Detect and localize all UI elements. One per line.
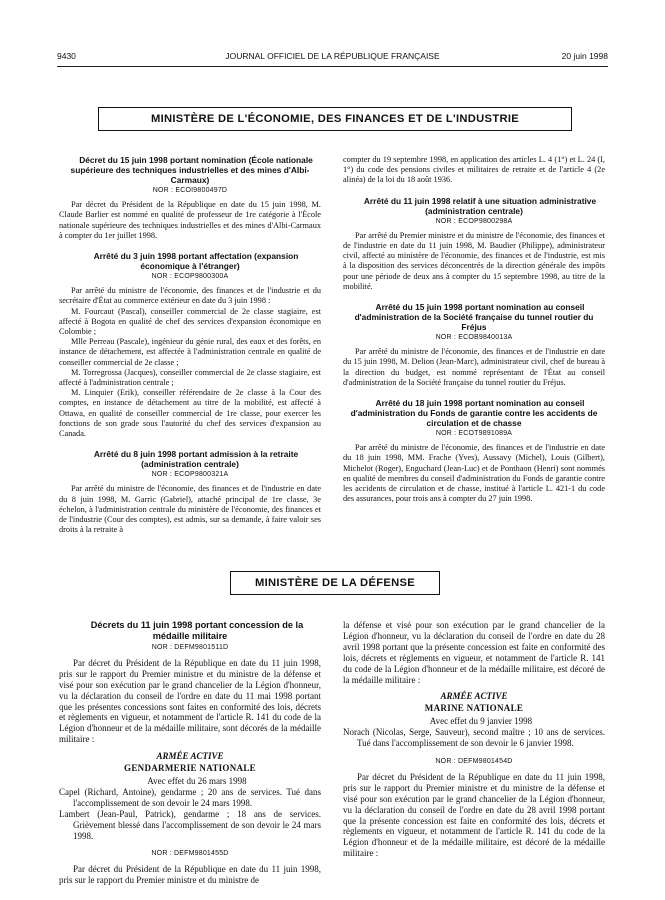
journal-title: JOURNAL OFFICIEL DE LA RÉPUBLIQUE FRANÇAISE <box>225 51 440 61</box>
nor-reference: NOR : DEFM9801454D <box>435 757 513 765</box>
nor-reference: NOR : ECOI9800497D <box>152 187 228 194</box>
decree-paragraph: Par décret du Président de la République en date du 11 juin 1998, pris sur le rapport du Premier ministre et du ministre de la défense et visé pour son exécution par le grand chancelier de la Légion d'honneur, vu la déclaration du conseil de l'ordre en date du 11 mai 1998 portant que les présentes concessions sont faites en conformité des lois, décrets et règlements en vigueur, et notamment de l'article R. 141 du code de la Légion d'honneur et de la médaille militaire, sont décorés de la médaille militaire : <box>59 657 321 745</box>
decree-title: Décrets du 11 juin 1998 portant concession de la médaille militaire <box>90 620 304 641</box>
defense-right-column <box>343 620 605 859</box>
list-item: Lambert (Jean-Paul, Patrick), gendarme ; 18 ans de services. Grièvement blessé dans l'accomplissement de son devoir le 24 mars 1998. <box>59 808 321 841</box>
decree-paragraph: M. Fourcaut (Pascal), conseiller commercial de 2e classe stagiaire, est affecté à Bogota en qualité de chef des services d'expansion économique en Colombie ; <box>59 306 321 337</box>
effective-date: Avec effet du 26 mars 1998 <box>147 775 247 786</box>
decree-paragraph: Par arrêté du Premier ministre et du ministre de l'économie, des finances et de l'industrie en date du 11 juin 1998, M. Baudier (Philippe), administrateur civil, affecté au ministère de l'économie, des finances et de l'industrie, est mis à la disposition des services déconcentrés de la direction générale des impôts pour une période de deux ans à compter du 15 septembre 1998, au titre de la mobilité. <box>343 230 605 291</box>
decree-paragraph: Par arrêté du ministre de l'économie, des finances et de l'industrie en date du 8 juin 1998, M. Garric (Gabriel), attaché principal de 1re classe, 3e échelon, à l'administration centrale du ministère de l'économie, des finances et de l'industrie (Cour des comptes), est admis, sur sa demande, à faire valoir ses droits à la retraite à <box>59 484 321 535</box>
subsection-heading: MARINE NATIONALE <box>424 703 524 714</box>
header-rule <box>57 66 608 67</box>
economy-right-column <box>343 155 605 504</box>
decree-title: Arrêté du 11 juin 1998 relatif à une situation administrative (administration centrale) <box>363 195 597 216</box>
section-heading: ARMÉE ACTIVE <box>156 751 224 762</box>
decree-paragraph: M. Torregrossa (Jacques), conseiller commercial de 2e classe stagiaire, est affecté à l'administration centrale ; <box>59 367 321 388</box>
continued-paragraph: compter du 19 septembre 1998, en application des articles L. 4 (1°) et L. 24 (I, 1°) du code des pensions civiles et militaires de retraite et de l'article 4 (2e alinéa) de la loi du 18 août 1936. <box>343 155 605 185</box>
defense-left-column <box>59 620 321 886</box>
decree-paragraph: Par arrêté du ministre de l'économie, des finances et de l'industrie en date du 15 juin 1998, M. Delion (Jean-Marc), administrateur civil, chef de bureau à la direction du budget, est nommé représentant de l'État au conseil d'administration de la Société française du tunnel routier du Fréjus. <box>343 347 605 387</box>
decree-title: Arrêté du 3 juin 1998 portant affectation (expansion économique à l'étranger) <box>93 251 299 272</box>
decree-paragraph: Par arrêté du ministre de l'économie, des finances et de l'industrie et du secrétaire d'État au commerce extérieur en date du 3 juin 1998 : <box>59 286 321 306</box>
nor-reference: NOR : ECOT9891089A <box>435 430 513 438</box>
nor-reference: NOR : ECOB9840013A <box>435 334 513 342</box>
ministry-defense-title: MINISTÈRE DE LA DÉFENSE <box>254 577 416 589</box>
page-number: 9430 <box>57 51 76 61</box>
list-item: Capel (Richard, Antoine), gendarme ; 20 ans de services. Tué dans l'accomplissement de son devoir le 24 mars 1998. <box>59 786 321 808</box>
nor-reference: NOR : DEFM9801511D <box>151 644 229 651</box>
decree-paragraph: Par décret du Président de la République en date du 11 juin 1998, pris sur le rapport du Premier ministre et du ministre de la défense et visé pour son exécution par le grand chancelier de la Légion d'honneur, vu la déclaration du conseil de l'ordre en date du 28 avril 1998 portant que la présente concession est faite en conformité des lois, décrets et règlements en vigueur, et notamment de l'article R. 141 du code de la Légion d'honneur et de la médaille militaire, est décoré de la médaille militaire : <box>343 771 605 859</box>
nor-reference: NOR : ECOP9800298A <box>435 217 513 225</box>
decree-paragraph: Mlle Perreau (Pascale), ingénieur du génie rural, des eaux et des forêts, en instance de détachement, est affectée à l'administration centrale en qualité de conseiller commercial de 2e classe ; <box>59 337 321 367</box>
decree-title: Arrêté du 15 juin 1998 portant nomination au conseil d'administration de la Société française du tunnel routier du Fréjus <box>354 302 594 333</box>
page-header <box>57 51 608 65</box>
decree-paragraph: Par arrêté du ministre de l'économie, des finances et de l'industrie en date du 18 juin 1998, MM. Frache (Yves), Aussavy (Michel), Louis (Gilbert), Michelot (Roger), Enguchard (Jean-Luc) et de Ponthaon (Henri) sont nommés en qualité de membres du conseil d'administration du Fonds de garantie contre les accidents de circulation et de chasse, institué à l'article L. 421-1 du code des assurances, pour trois ans à compter du 27 juin 1998. <box>343 443 605 504</box>
section-heading: ARMÉE ACTIVE <box>440 691 508 702</box>
decree-paragraph: Par décret du Président de la République en date du 11 juin 1998, pris sur le rapport du Premier ministre et du ministre de <box>59 864 321 886</box>
decree-title: Décret du 15 juin 1998 portant nomination (École nationale supérieure des techniques industrielles et des mines d'Albi-Carmaux) <box>70 155 313 185</box>
effective-date: Avec effet du 9 janvier 1998 <box>429 716 533 727</box>
ministry-economy-heading <box>98 107 572 131</box>
ministry-economy-title: MINISTÈRE DE L'ÉCONOMIE, DES FINANCES ET DE L'INDUSTRIE <box>150 113 520 125</box>
decree-paragraph: M. Linquier (Erik), conseiller référendaire de 2e classe à la Cour des comptes, en instance de détachement au titre de la mobilité, est affecté à Ottawa, en qualité de conseiller commercial de 1re classe, pour exercer les fonctions de son grade sous l'autorité du chef des services d'expansion au Canada. <box>59 388 321 439</box>
nor-reference: NOR : ECOP9800300A <box>151 273 229 281</box>
issue-date: 20 juin 1998 <box>561 51 608 61</box>
list-item: Norach (Nicolas, Serge, Sauveur), second maître ; 10 ans de services. Tué dans l'accomplissement de son devoir le 6 janvier 1998. <box>343 727 605 749</box>
nor-reference: NOR : DEFM9801455D <box>151 850 229 858</box>
economy-left-column <box>59 155 321 535</box>
decree-paragraph: Par décret du Président de la République en date du 15 juin 1998, M. Claude Barlier est nommé en qualité de professeur de 1re catégorie à l'École nationale supérieure des techniques industrielles et des mines d'Albi-Carmaux à compter du 1er juillet 1998. <box>59 200 321 240</box>
continued-paragraph: la défense et visé pour son exécution par le grand chancelier de la Légion d'honneur, vu la déclaration du conseil de l'ordre en date du 28 avril 1998 portant que la présente concession est faite en conformité des lois, décrets et règlements en vigueur, et notamment de l'article R. 141 du code de la Légion d'honneur et de la médaille militaire, est décoré de la médaille militaire : <box>343 620 605 685</box>
decree-title: Arrêté du 18 juin 1998 portant nomination au conseil d'administration du Fonds de garantie contre les accidents de circulation et de chasse <box>350 398 598 429</box>
decree-title: Arrêté du 8 juin 1998 portant admission à la retraite (administration centrale) <box>93 449 299 470</box>
subsection-heading: GENDARMERIE NATIONALE <box>124 763 256 774</box>
ministry-defense-heading <box>230 571 440 595</box>
nor-reference: NOR : ECOP9800321A <box>151 471 229 479</box>
